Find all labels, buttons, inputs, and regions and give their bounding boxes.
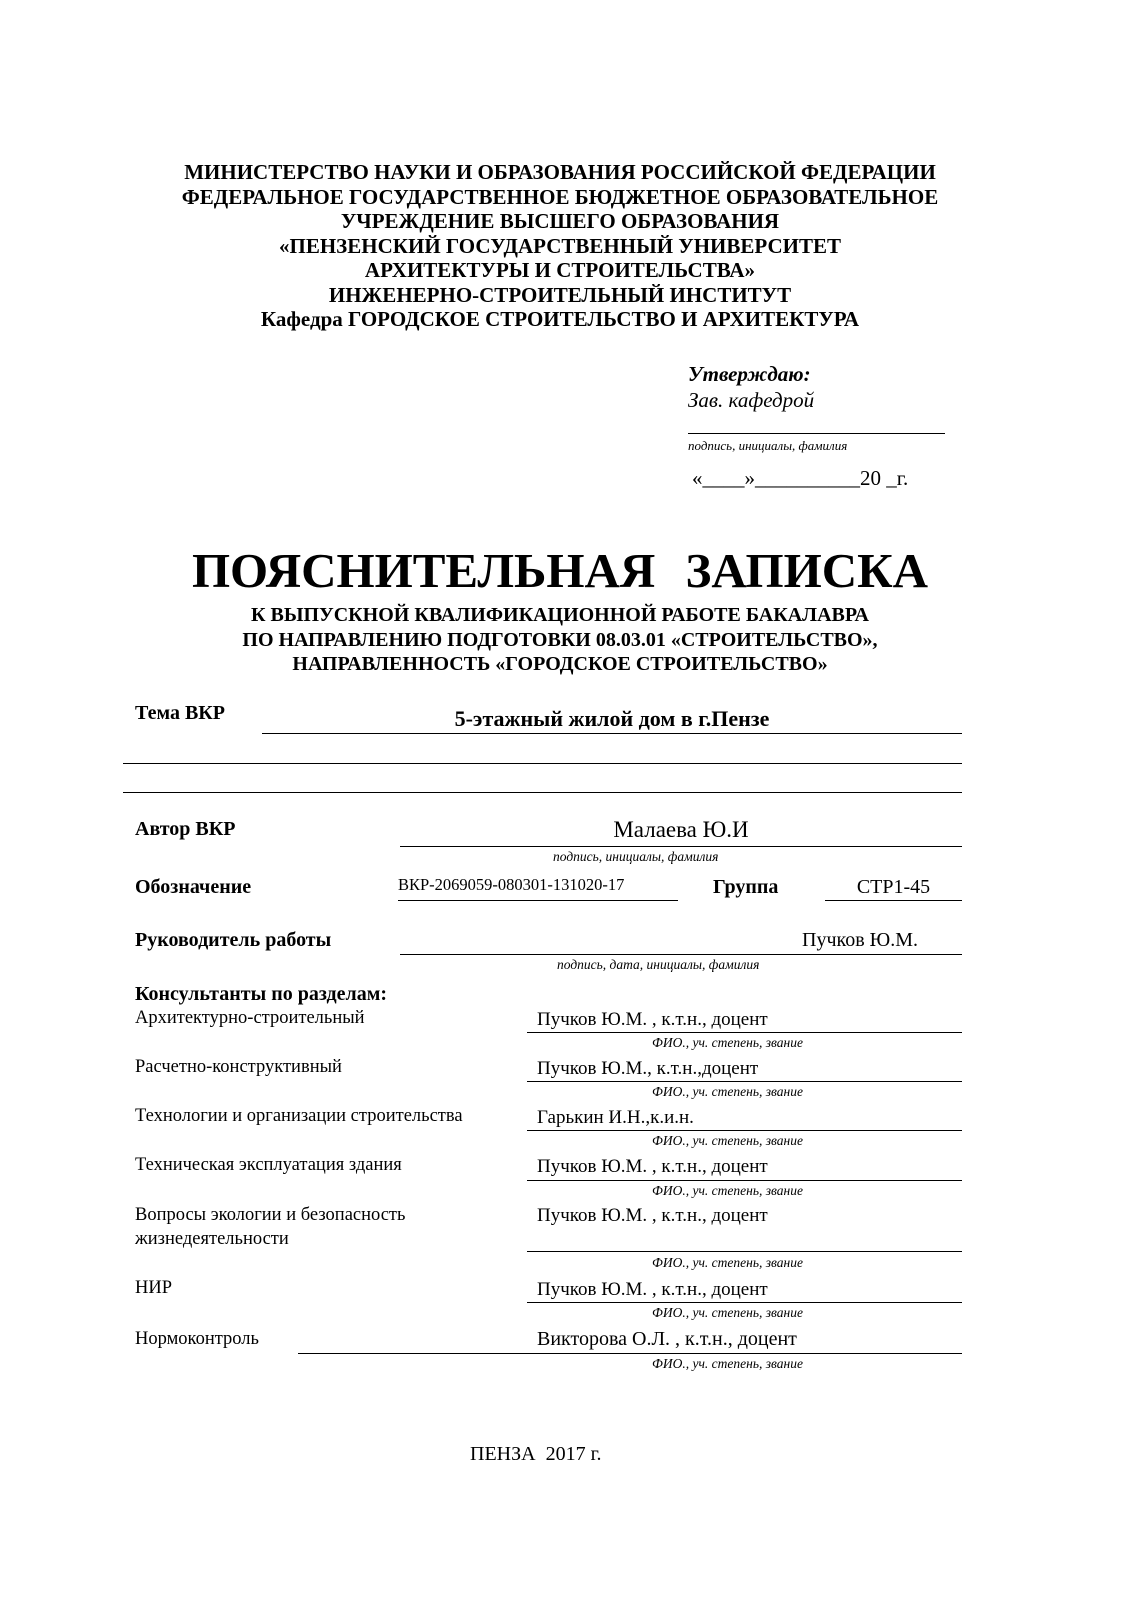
consultant-person: Пучков Ю.М. , к.т.н., доцент: [537, 1205, 768, 1226]
topic-extra-line: [123, 792, 962, 793]
document-title: ПОЯСНИТЕЛЬНАЯ ЗАПИСКА: [191, 543, 929, 598]
consultant-person: Пучков Ю.М. , к.т.н., доцент: [537, 1156, 768, 1177]
group-value: СТР1-45: [856, 876, 931, 898]
consultant-caption: ФИО., уч. степень, звание: [652, 1356, 803, 1371]
consultant-section-label: Техническая эксплуатация здания: [135, 1155, 402, 1175]
approval-date: «____»__________20 _г.: [692, 466, 909, 490]
topic-line: [262, 733, 962, 734]
consultant-person: Гарькин И.Н.,к.и.н.: [537, 1107, 694, 1128]
group-label: Группа: [713, 876, 779, 898]
consultant-caption: ФИО., уч. степень, звание: [652, 1084, 803, 1099]
designation-value: ВКР-2069059-080301-131020-17: [398, 875, 625, 894]
consultant-section-label: жизнедеятельности: [135, 1229, 289, 1249]
consultant-caption: ФИО., уч. степень, звание: [652, 1183, 803, 1198]
subtitle-line: ПО НАПРАВЛЕНИЮ ПОДГОТОВКИ 08.03.01 «СТРОИТЕЛЬСТВО»,: [242, 628, 878, 651]
designation-line: [398, 900, 678, 901]
normcontrol-label: Нормоконтроль: [135, 1329, 259, 1349]
consultant-line: [527, 1081, 962, 1082]
author-line: [400, 846, 962, 847]
group-line: [825, 900, 962, 901]
supervisor-label: Руководитель работы: [135, 929, 332, 951]
supervisor-value: Пучков Ю.М.: [802, 929, 918, 951]
consultant-line: [527, 1130, 962, 1131]
consultant-caption: ФИО., уч. степень, звание: [652, 1255, 803, 1270]
designation-label: Обозначение: [135, 876, 252, 898]
consultant-person: Пучков Ю.М. , к.т.н., доцент: [537, 1009, 768, 1030]
approval-title: Утверждаю:: [688, 362, 811, 386]
header-line: УЧРЕЖДЕНИЕ ВЫСШЕГО ОБРАЗОВАНИЯ: [340, 209, 780, 233]
author-label: Автор ВКР: [135, 818, 236, 840]
approval-signature-caption: подпись, инициалы, фамилия: [688, 438, 848, 453]
normcontrol-person: Викторова О.Л. , к.т.н., доцент: [537, 1328, 797, 1350]
approval-position: Зав. кафедрой: [688, 388, 815, 412]
supervisor-line: [400, 954, 962, 955]
consultant-section-label: Технологии и организации строительства: [135, 1106, 463, 1126]
header-line: ИНЖЕНЕРНО-СТРОИТЕЛЬНЫЙ ИНСТИТУТ: [328, 282, 792, 307]
consultant-line: [527, 1180, 962, 1181]
consultant-section-label: Расчетно-конструктивный: [135, 1057, 342, 1077]
header-line: ФЕДЕРАЛЬНОЕ ГОСУДАРСТВЕННОЕ БЮДЖЕТНОЕ ОБРАЗОВАТЕЛЬНОЕ: [181, 184, 939, 209]
consultant-person: Пучков Ю.М., к.т.н.,доцент: [537, 1058, 759, 1079]
header-line: МИНИСТЕРСТВО НАУКИ И ОБРАЗОВАНИЯ РОССИЙСКОЙ ФЕДЕРАЦИИ: [184, 160, 936, 184]
header-line: Кафедра ГОРОДСКОЕ СТРОИТЕЛЬСТВО И АРХИТЕКТУРА: [260, 307, 860, 331]
document-subtitle: [80, 603, 1040, 677]
consultant-line: [527, 1251, 962, 1252]
consultant-section-label: НИР: [135, 1278, 173, 1298]
consultant-caption: ФИО., уч. степень, звание: [652, 1035, 803, 1050]
consultant-section-label: Вопросы экологии и безопасность: [135, 1205, 406, 1225]
institution-header: [80, 160, 1040, 332]
author-value: Малаева Ю.И: [613, 817, 749, 842]
author-caption: подпись, инициалы, фамилия: [553, 849, 719, 864]
header-line: «ПЕНЗЕНСКИЙ ГОСУДАРСТВЕННЫЙ УНИВЕРСИТЕТ: [279, 233, 841, 258]
header-line: АРХИТЕКТУРЫ И СТРОИТЕЛЬСТВА»: [364, 258, 756, 282]
consultant-section-label: Архитектурно-строительный: [135, 1008, 365, 1028]
subtitle-line: К ВЫПУСКНОЙ КВАЛИФИКАЦИОННОЙ РАБОТЕ БАКАЛАВРА: [251, 604, 869, 626]
consultant-person: Пучков Ю.М. , к.т.н., доцент: [537, 1279, 768, 1300]
normcontrol-line: [298, 1353, 962, 1354]
topic-label: Тема ВКР: [135, 702, 225, 724]
consultant-caption: ФИО., уч. степень, звание: [652, 1305, 803, 1320]
approval-signature-line: [688, 433, 945, 434]
consultant-caption: ФИО., уч. степень, звание: [652, 1133, 803, 1148]
consultants-heading: Консультанты по разделам:: [135, 983, 388, 1005]
subtitle-line: НАПРАВЛЕННОСТЬ «ГОРОДСКОЕ СТРОИТЕЛЬСТВО»: [292, 653, 828, 675]
consultant-line: [527, 1032, 962, 1033]
supervisor-caption: подпись, дата, инициалы, фамилия: [557, 957, 760, 972]
topic-extra-line: [123, 763, 962, 764]
consultant-line: [527, 1302, 962, 1303]
topic-value: 5-этажный жилой дом в г.Пензе: [454, 706, 770, 731]
city-year: ПЕНЗА 2017 г.: [470, 1443, 602, 1465]
